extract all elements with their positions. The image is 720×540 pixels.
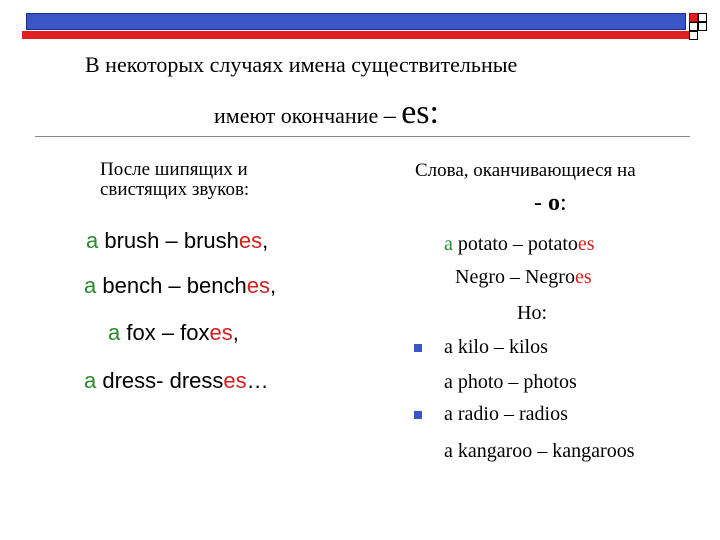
- corner-square-icon: [698, 13, 707, 22]
- corner-square-icon: [689, 22, 698, 31]
- example-article: a: [86, 228, 99, 253]
- right-example: [455, 266, 592, 289]
- o-prefix: -: [534, 190, 548, 216]
- header-blue-bar: [26, 13, 686, 30]
- right-heading: Слова, оканчивающиеся на: [415, 160, 636, 181]
- corner-square-icon: [689, 31, 698, 40]
- title-text: имеют окончание: [214, 103, 379, 128]
- example-ending: es: [577, 233, 595, 255]
- title-ending: es: [401, 94, 430, 131]
- example-ending: es: [238, 228, 263, 253]
- left-example: [84, 368, 269, 394]
- example-text: potato – potato: [452, 233, 578, 255]
- exception-item: a kangaroo – kangaroos: [444, 440, 635, 462]
- left-heading: [100, 160, 249, 200]
- example-text: fox – fox: [120, 320, 210, 345]
- example-tail: ,: [262, 228, 269, 253]
- example-article: a: [84, 368, 97, 393]
- example-ending: es: [223, 368, 247, 393]
- title-dash: –: [383, 103, 396, 129]
- example-ending: es: [209, 320, 233, 345]
- left-example: [108, 320, 239, 346]
- title-divider: [35, 136, 690, 137]
- exception-item: a kilo – kilos: [444, 336, 548, 358]
- header-red-bar: [22, 31, 690, 39]
- corner-square-icon: [698, 22, 707, 31]
- example-tail: …: [246, 368, 269, 393]
- but-label: Но:: [517, 302, 547, 324]
- left-heading-line2: свистящих звуков:: [100, 179, 250, 200]
- left-heading-line1: После шипящих и: [100, 159, 248, 180]
- bullet-square-icon: [414, 411, 422, 419]
- example-tail: ,: [269, 273, 277, 298]
- slide-title-line2: [214, 94, 439, 132]
- bullet-square-icon: [414, 344, 422, 352]
- exception-item: a radio – radios: [444, 403, 568, 425]
- left-example: [86, 228, 268, 254]
- example-article: a: [444, 233, 453, 255]
- example-text: brush – brush: [98, 228, 239, 253]
- ending-o-label: [534, 190, 567, 217]
- example-text: bench – bench: [96, 273, 247, 298]
- slide-title-line1: В некоторых случаях имена существительные: [85, 52, 518, 77]
- o-letter: o: [548, 190, 560, 216]
- o-colon: :: [560, 190, 567, 216]
- example-ending: es: [574, 266, 592, 288]
- example-article: a: [84, 273, 97, 298]
- example-article: a: [108, 320, 121, 345]
- title-colon: :: [429, 94, 439, 131]
- left-example: [84, 273, 276, 299]
- exception-item: a photo – photos: [444, 371, 577, 393]
- corner-square-icon: [689, 13, 698, 22]
- example-text: Negro – Negro: [455, 266, 575, 288]
- example-ending: es: [246, 273, 270, 298]
- example-text: dress- dress: [96, 368, 224, 393]
- right-example: [444, 233, 595, 256]
- example-tail: ,: [232, 320, 239, 345]
